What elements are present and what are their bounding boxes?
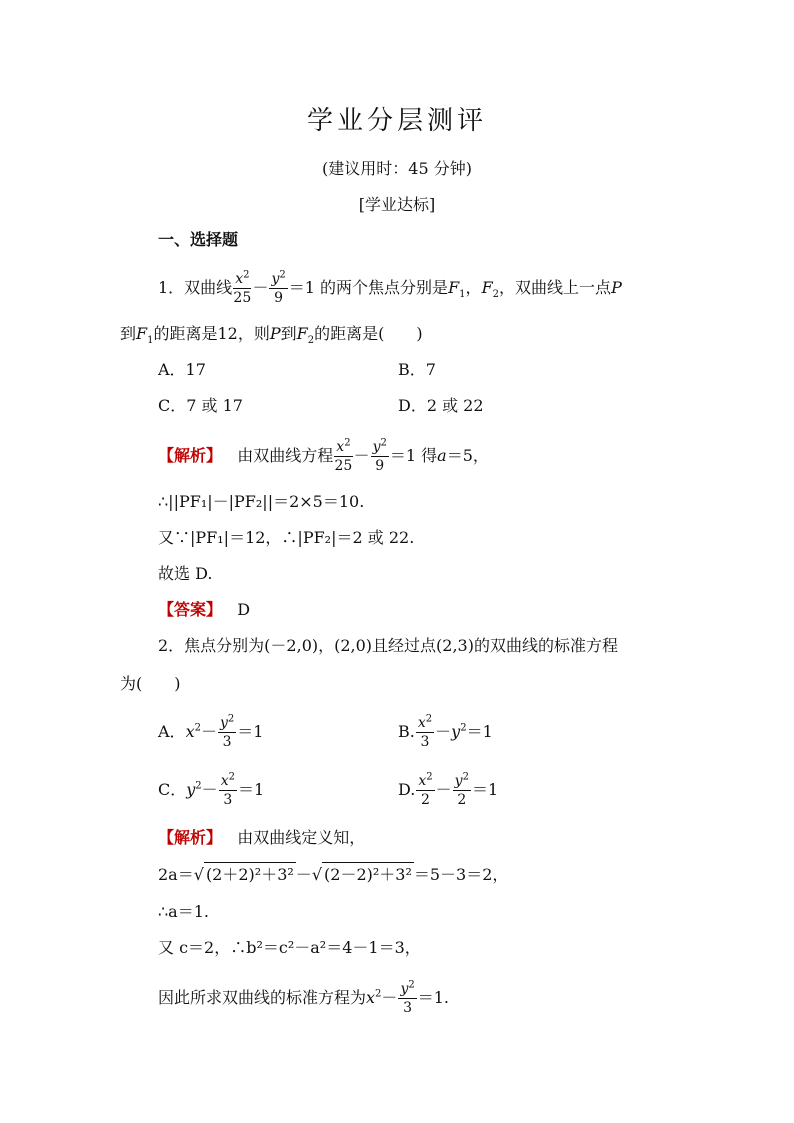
q1-option-d: D．2 或 22 [398, 396, 484, 415]
q2-line1: 2．焦点分别为(－2,0)，(2,0)且经过点(2,3)的双曲线的标准方程 [158, 636, 618, 655]
answer-tag: 【答案】 [158, 600, 223, 619]
q1-option-b: B．7 [398, 360, 436, 379]
q1-step3: 故选 D. [158, 564, 213, 583]
q1-option-c: C．7 或 17 [158, 396, 243, 415]
q2-analysis: 【解析】 由双曲线定义知， [158, 828, 366, 847]
q2-line2: 为( ) [120, 674, 181, 693]
q1-answer: 【答案】 D [158, 600, 251, 619]
q1-line2: 到$F_1$的距离是12，则P到$F_2$的距离是( ) [120, 324, 423, 347]
q1-option-a: A．17 [158, 360, 206, 379]
q2-option-b: B. $\frac{x^2}{3}$ $-y^2=1$ [398, 713, 493, 750]
q2-option-a: A．$x^2-$ $\frac{y^2}{3}$ ＝1 [158, 713, 264, 750]
q1-number: 1．双曲线 [158, 278, 233, 297]
q1-frac-y: $\frac{y^2}{9}$ [271, 269, 286, 306]
section-heading: 一、选择题 [158, 230, 239, 249]
q1-step1: ∴||PF₁|－|PF₂||＝2×5＝10. [158, 492, 365, 511]
q1-line1: 1．双曲线 $\frac{x^2}{25}$ － $\frac{y^2}{9}$ ＝1 的两个焦点分别是$F_1$，$F_2$，双曲线上一点P [158, 269, 622, 306]
level-label: [学业达标] [358, 195, 436, 214]
analysis-tag: 【解析】 [158, 446, 223, 465]
q2-step2: 又 c＝2，∴b²＝c²－a²＝4－1＝3， [158, 938, 421, 957]
q1-step2: 又∵|PF₁|＝12，∴|PF₂|＝2 或 22. [158, 528, 415, 547]
q2-calc: 2a＝√ (2＋2)²＋3² －√ (2－2)²＋3² ＝5－3＝2， [158, 862, 508, 887]
q1-frac-x: $\frac{x^2}{25}$ [233, 269, 252, 306]
page-title: 学业分层测评 [306, 106, 487, 136]
q2-step1: ∴a＝1. [158, 902, 209, 921]
q2-option-c: C．$y^2-$ $\frac{x^2}{3}$ ＝1 [158, 771, 265, 808]
analysis-tag: 【解析】 [158, 828, 223, 847]
q2-option-d: D. $\frac{x^2}{2}$ － $\frac{y^2}{2}$ ＝1 [398, 771, 499, 808]
suggested-time: (建议用时：45 分钟) [322, 159, 472, 178]
q1-analysis: 【解析】 由双曲线方程 $\frac{x^2}{25}$ － $\frac{y^2}{9}$ ＝1 得a＝5， [158, 437, 489, 474]
q2-final: 因此所求双曲线的标准方程为$x^2-$ $\frac{y^2}{3}$ ＝1. [158, 979, 450, 1016]
